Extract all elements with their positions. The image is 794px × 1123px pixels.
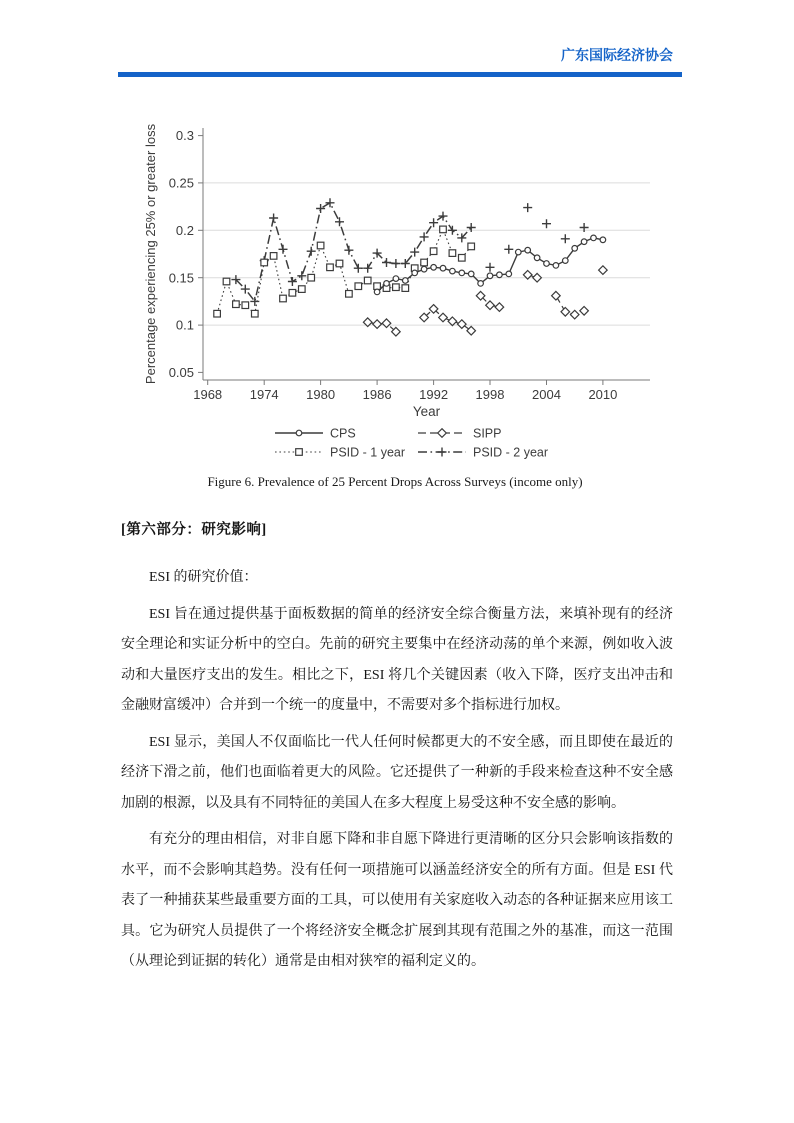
body-paragraph: ESI 旨在通过提供基于面板数据的简单的经济安全综合衡量方法，来填补现有的经济安全理论和实证分析中的空白。先前的研究主要集中在经济动荡的单个来源，例如收入波动和大量医疗支出的发生。相比之下，ESI 将几个关键因素（收入下降，医疗支出冲击和金融财富缓冲）合并到一个统一的度量中，不需要对多个指标进行加权。 <box>121 606 673 713</box>
x-tick-label: 1998 <box>475 387 505 402</box>
section-heading: [第六部分：研究影响] <box>121 522 267 538</box>
legend-label: PSID - 2 year <box>473 445 549 460</box>
y-tick-label: 0.2 <box>175 222 194 238</box>
body-paragraph: ESI 的研究价值： <box>149 570 258 585</box>
x-tick-label: 2010 <box>588 387 618 402</box>
body-paragraph: 有充分的理由相信，对非自愿下降和非自愿下降进行更清晰的区分只会影响该指数的水平，而不会影响其趋势。没有任何一项措施可以涵盖经济安全的所有方面。但是 ESI 代表了一种捕获某些最重要方面的工具，可以使用有关家庭收入动态的各种证据来应用该工具。它为研究人员提供了一个将经济安全概念扩展到其现有范围之外的基准，而这一范围（从理论到证据的转化）通常是由相对狭窄的福利定义的。 <box>121 832 673 969</box>
body-content <box>121 519 673 984</box>
legend-label: PSID - 1 year <box>330 445 406 460</box>
header-divider <box>118 72 682 77</box>
legend-label: CPS <box>330 426 356 441</box>
figure-line-chart <box>130 112 660 462</box>
y-tick-label: 0.05 <box>168 364 194 380</box>
x-tick-label: 1986 <box>362 387 392 402</box>
x-tick-label: 2004 <box>532 387 561 402</box>
y-tick-label: 0.3 <box>175 128 194 144</box>
x-tick-label: 1968 <box>193 387 223 402</box>
series-psid---1-year <box>214 226 475 317</box>
chart-legend <box>275 426 548 459</box>
body-paragraph: ESI 显示，美国人不仅面临比一代人任何时候都更大的不安全感，而且即使在最近的经济下滑之前，他们也面临着更大的风险。它还提供了一种新的手段来检查这种不安全感加剧的根源，以及具有不同特征的美国人在多大程度上易受这种不安全感的影响。 <box>121 734 673 811</box>
legend-label: SIPP <box>473 426 502 441</box>
x-tick-label: 1974 <box>249 387 279 402</box>
series-psid---2-year <box>231 198 588 306</box>
y-axis-title: Percentage experiencing 25% or greater loss <box>143 123 158 385</box>
y-tick-label: 0.25 <box>168 175 194 191</box>
x-tick-label: 1992 <box>419 387 449 402</box>
y-tick-label: 0.15 <box>168 270 194 286</box>
figure-caption: Figure 6. Prevalence of 25 Percent Drops Across Surveys (income only) <box>207 474 583 489</box>
y-tick-label: 0.1 <box>175 317 194 333</box>
x-axis-title: Year <box>412 404 441 419</box>
x-tick-label: 1980 <box>306 387 336 402</box>
header-org-name: 广东国际经济协会 <box>561 47 673 63</box>
